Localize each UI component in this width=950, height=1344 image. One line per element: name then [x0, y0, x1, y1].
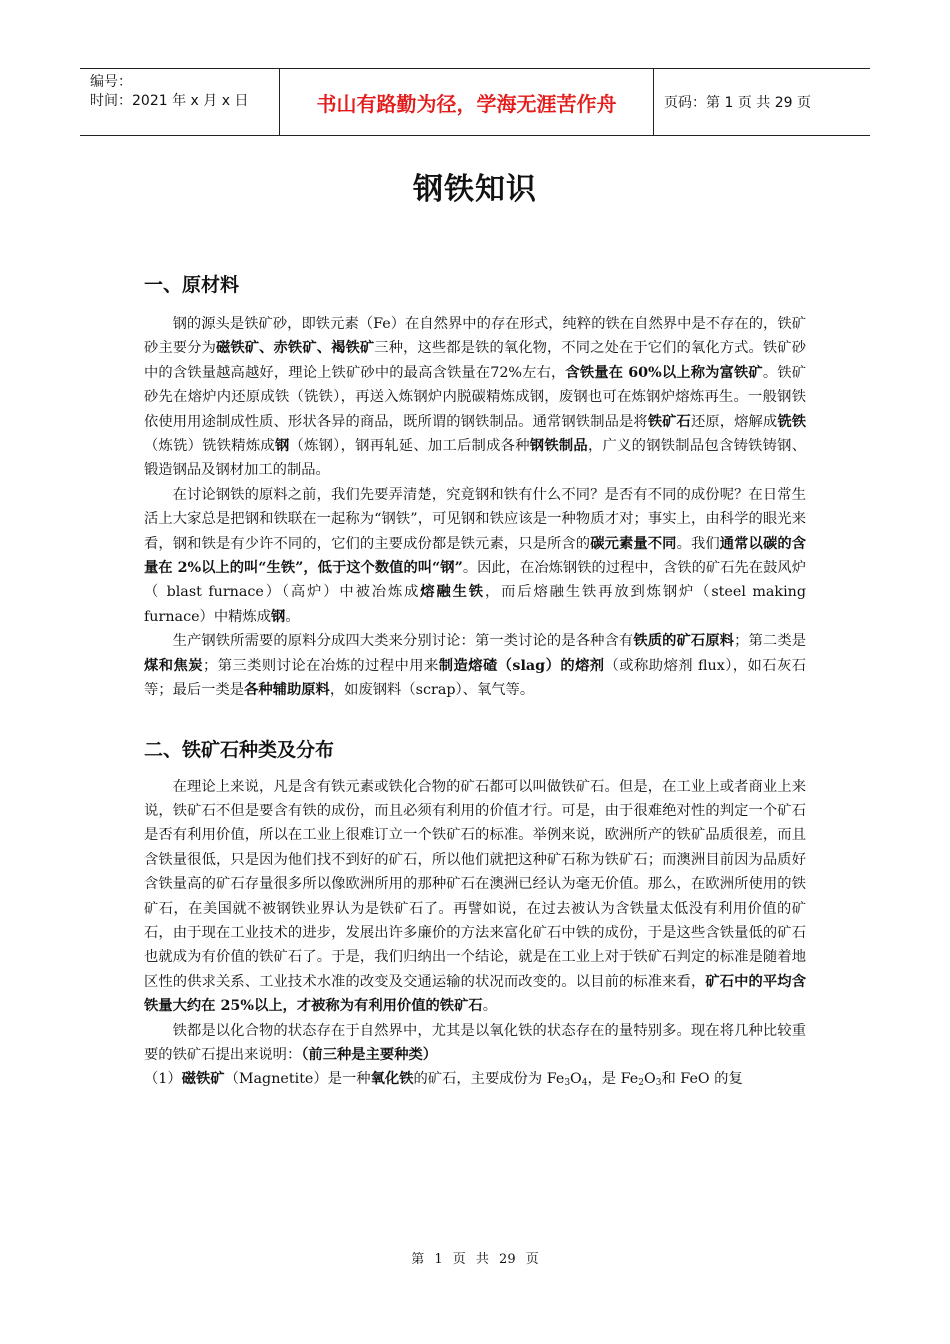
paragraph: 钢的源头是铁矿砂，即铁元素（Fe）在自然界中的存在形式，纯粹的铁在自然界中是不存在的，铁矿砂主要分为磁铁矿、赤铁矿、褐铁矿三种，这些都是铁的氧化物，不同之处在于它们的氧化方式。铁矿砂中的含铁量越高越好，理论上铁矿砂中的最高含铁量在72%左右，含铁量在 60%以上称为富铁矿。铁矿砂先在熔炉内还原成铁（铣铁），再送入炼钢炉内脱碳精炼成钢，废钢也可在炼钢炉熔炼再生。一般钢铁依使用用途制成性质、形状各异的商品，既所谓的钢铁制品。通常钢铁制品是将铁矿石还原，熔解成铣铁（炼铣）铣铁精炼成钢（炼钢），钢再轧延、加工后制成各种钢铁制品，广义的钢铁制品包含铸铁铸钢、锻造钢品及钢材加工的制品。 — [144, 316, 807, 479]
paragraph: 在讨论钢铁的原料之前，我们先要弄清楚，究竟钢和铁有什么不同？是否有不同的成份呢？在日常生活上大家总是把钢和铁联在一起称为“钢铁”，可见钢和铁应该是一种物质才对；事实上，由科学的眼光来看，钢和铁是有少许不同的，它们的主要成份都是铁元素，只是所含的碳元素量不同。我们通常以碳的含量在 2%以上的叫“生铁”，低于这个数值的叫“钢”。因此，在冶炼钢铁的过程中，含铁的矿石先在鼓风炉（ blast furnace）（高炉）中被冶炼成熔融生铁，而后熔融生铁再放到炼钢炉（steel making furnace）中精炼成钢。 — [144, 486, 807, 625]
paragraph: 生产钢铁所需要的原料分成四大类来分别讨论：第一类讨论的是各种含有铁质的矿石原料；第二类是煤和焦炭；第三类则讨论在冶炼的过程中用来制造熔碴（slag）的熔剂（或称助熔剂 flux），如石灰石等；最后一类是各种辅助原料，如废钢料（scrap）、氧气等。 — [144, 633, 807, 699]
paragraph: 在理论上来说，凡是含有铁元素或铁化合物的矿石都可以叫做铁矿石。但是，在工业上或者商业上来说，铁矿石不但是要含有铁的成份，而且必须有利用的价值才行。可是，由于很难绝对性的判定一个矿石是否有利用价值，所以在工业上很难订立一个铁矿石的标准。举例来说，欧洲所产的铁矿品质很差，而且含铁量很低，只是因为他们找不到好的矿石，所以他们就把这种矿石称为铁矿石；而澳洲目前因为品质好含铁量高的矿石存量很多所以像欧洲所用的那种矿石在澳洲已经认为毫无价值。那么，在欧洲所使用的铁矿石，在美国就不被钢铁业界认为是铁矿石了。再譬如说，在过去被认为含铁量太低没有利用价值的矿石，由于现在工业技术的进步，发展出许多廉价的方法来富化矿石中铁的成份，于是这些含铁量低的矿石也就成为有价值的铁矿石了。于是，我们归纳出一个结论，就是在工业上对于铁矿石判定的标准是随着地区性的供求关系、工业技术水准的改变及交通运输的状况而改变的。以目前的标准来看，矿石中的平均含铁量大约在 25%以上，才被称为有利用价值的铁矿石。 — [144, 778, 807, 1015]
section-heading-raw-materials: 一、原材料 — [144, 274, 240, 296]
paragraph: 铁都是以化合物的状态存在于自然界中，尤其是以氧化铁的状态存在的量特别多。现在将几种比较重要的铁矿石提出来说明：（前三种是主要种类） — [144, 1022, 806, 1063]
paragraph: （1）磁铁矿（Magnetite）是一种氧化铁的矿石，主要成份为 $Fe_3O_4$，是 $Fe_2O_3$和 FeO 的复 — [144, 1071, 743, 1089]
section-heading-iron-ore-types: 二、铁矿石种类及分布 — [144, 738, 335, 761]
document-body — [144, 270, 806, 1092]
header-meta-cell — [80, 69, 280, 135]
page-footer: 第 1 页 共 29 页 — [411, 1252, 539, 1267]
header-table — [80, 68, 870, 136]
page-title: 钢铁知识 — [413, 172, 537, 207]
header-motto: 书山有路勤为径，学海无涯苦作舟 — [280, 69, 654, 135]
header-page-info: 页码：第 1 页 共 29 页 — [664, 95, 811, 111]
document-time-label: 时间：2021 年 x 月 x 日 — [90, 93, 249, 109]
document-number-label: 编号： — [90, 74, 132, 90]
